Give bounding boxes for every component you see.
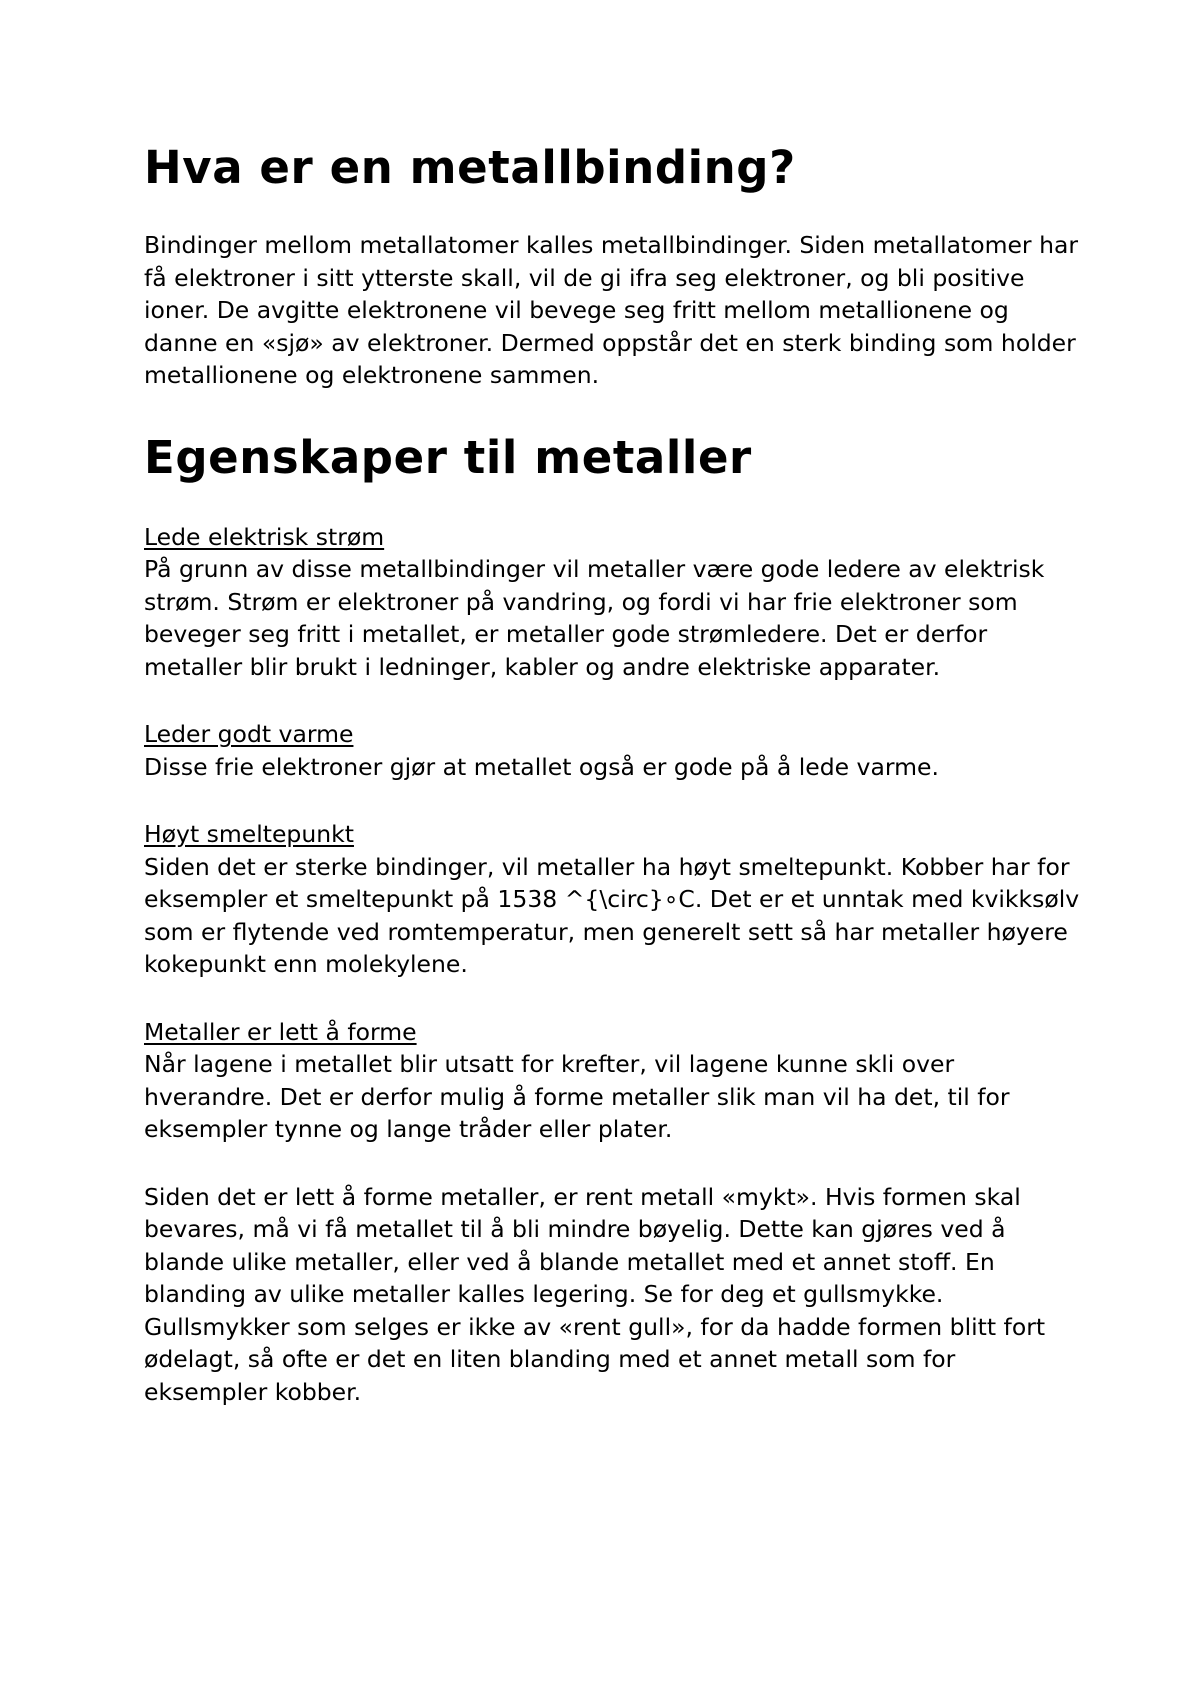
section-title: Høyt smeltepunkt [144,820,354,848]
section-title: Leder godt varme [144,720,354,748]
section-leder-varme [144,718,1080,783]
section-text: På grunn av disse metallbindinger vil metaller være gode ledere av elektrisk strøm. Strøm er elektroner på vandring, og fordi vi har frie elektroner som beveger seg fritt i metallet, er metaller gode strømledere. Det er derfor metaller blir brukt i ledninger, kabler og andre elektriske apparater. [144,555,1045,681]
section-smeltepunkt [144,818,1080,981]
section-title: Lede elektrisk strøm [144,522,385,551]
section-lede-strom [144,521,1080,684]
section-text: Siden det er sterke bindinger, vil metaller ha høyt smeltepunkt. Kobber har for eksempler et smeltepunkt på 1538 ^{\circ}∘C. Det er et unntak med kvikksølv som er flytende ved romtemperatur, men generelt sett så har metaller høyere kokepunkt enn molekylene. [144,852,1080,978]
heading-egenskaper: Egenskaper til metaller [144,430,752,484]
section-text: Når lagene i metallet blir utsatt for krefter, vil lagene kunne skli over hverandre. Det er derfor mulig å forme metaller slik man vil ha det, til for eksempler tynne og lange tråder eller plater. [144,1050,1010,1143]
intro-paragraph: Bindinger mellom metallatomer kalles metallbindinger. Siden metallatomer har få elektroner i sitt ytterste skall, vil de gi ifra seg elektroner, og bli positive ioner. De avgitte elektronene vil bevege seg fritt mellom metallionene og danne en «sjø» av elektroner. Dermed oppstår det en sterk binding som holder metallionene og elektronene sammen. [144,231,1079,389]
section-title: Metaller er lett å forme [144,1017,417,1046]
section-forme [144,1016,1080,1146]
section-text: Disse frie elektroner gjør at metallet også er gode på å lede varme. [144,752,939,781]
heading-metallbinding: Hva er en metallbinding? [144,141,796,194]
closing-paragraph: Siden det er lett å forme metaller, er rent metall «mykt». Hvis formen skal bevares, må vi få metallet til å bli mindre bøyelig. Dette kan gjøres ved å blande ulike metaller, eller ved å blande metallet med et annet stoff. En blanding av ulike metaller kalles legering. Se for deg et gullsmykke. Gullsmykker som selges er ikke av «rent gull», for da hadde formen blitt fort ødelagt, så ofte er det en liten blanding med et annet metall som for eksempler kobber. [144,1182,1046,1406]
